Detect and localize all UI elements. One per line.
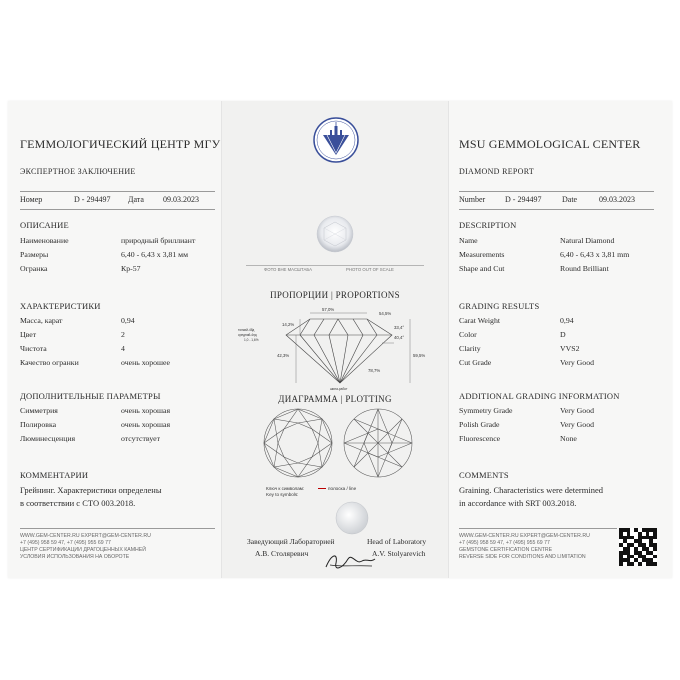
culet-note: шипа-работ: [330, 387, 348, 391]
comments-text: [20, 484, 215, 510]
kv-value: отсутствует: [121, 434, 161, 443]
left-subtitle: ЭКСПЕРТНОЕ ЗАКЛЮЧЕНИЕ: [20, 167, 136, 176]
plot-pavilion-view: [342, 407, 414, 479]
number-label: Number: [459, 195, 486, 204]
divider: [20, 191, 215, 192]
divider: [459, 209, 654, 210]
kv-value: 0,94: [560, 316, 574, 325]
comments-heading: КОММЕНТАРИИ: [20, 470, 89, 480]
kv-label: Наименование: [20, 236, 69, 245]
kv-row: [459, 434, 577, 443]
kv-label: Полировка: [20, 420, 57, 429]
kv-row: [20, 344, 125, 353]
lower-half: 78,7%: [368, 368, 381, 373]
right-title: MSU GEMMOLOGICAL CENTER: [459, 137, 641, 151]
number-label: Номер: [20, 195, 43, 204]
comments-line: Graining. Characteristics were determined: [459, 485, 603, 495]
kv-value: D: [560, 330, 566, 339]
middle-panel: [221, 101, 449, 578]
kv-label: Cut Grade: [459, 358, 492, 367]
signature-icon: [322, 549, 378, 573]
kv-value: Round Brilliant: [560, 264, 609, 273]
description-heading: ОПИСАНИЕ: [20, 220, 69, 230]
kv-label: Measurements: [459, 250, 505, 259]
number-value: D - 294497: [74, 195, 111, 204]
right-panel-english: [447, 101, 672, 578]
kv-label: Качество огранки: [20, 358, 79, 367]
additional-heading: ДОПОЛНИТЕЛЬНЫЕ ПАРАМЕТРЫ: [20, 391, 161, 401]
kv-row: [459, 250, 630, 259]
kv-label: Люминесценция: [20, 434, 76, 443]
crown-height: 14,2%: [282, 322, 295, 327]
kv-value: очень хорошая: [121, 406, 171, 415]
left-panel-russian: [8, 101, 221, 578]
kv-row: [20, 236, 196, 245]
total-depth: 59,5%: [413, 353, 426, 358]
kv-label: Color: [459, 330, 477, 339]
date-label: Дата: [128, 195, 144, 204]
kv-row: [20, 406, 171, 415]
date-value: 09.03.2023: [599, 195, 635, 204]
kv-label: Shape and Cut: [459, 264, 505, 273]
head-name-ru: А.В. Столяревич: [255, 549, 309, 558]
girdle-note: 1,0 - 1,6%: [244, 338, 259, 342]
kv-row: [459, 316, 574, 325]
description-heading: DESCRIPTION: [459, 220, 517, 230]
kv-value: 6,40 - 6,43 x 3,81 мм: [121, 250, 189, 259]
kv-label: Name: [459, 236, 478, 245]
kv-label: Масса, карат: [20, 316, 63, 325]
characteristics-heading: ХАРАКТЕРИСТИКИ: [20, 301, 101, 311]
kv-row: [459, 344, 580, 353]
left-footer: [20, 533, 151, 561]
kv-value: Кр-57: [121, 264, 141, 273]
kv-value: Very Good: [560, 358, 594, 367]
left-title: ГЕММОЛОГИЧЕСКИЙ ЦЕНТР МГУ: [20, 137, 221, 151]
footer-web: WWW.GEM-CENTER.RU EXPERT@GEM-CENTER.RU: [20, 533, 151, 539]
number-value: D - 294497: [505, 195, 542, 204]
kv-value: очень хорошая: [121, 420, 171, 429]
kv-row: [459, 358, 594, 367]
kv-label: Polish Grade: [459, 420, 500, 429]
kv-row: [20, 264, 141, 273]
kv-label: Размеры: [20, 250, 49, 259]
additional-heading: ADDITIONAL GRADING INFORMATION: [459, 391, 620, 401]
key-symbols-en: Key to symbols:: [266, 492, 299, 497]
kv-label: Carat Weight: [459, 316, 501, 325]
pavilion-angle: 40,4°: [394, 335, 405, 340]
key-item: полоска / line: [328, 486, 357, 491]
divider: [20, 528, 215, 529]
kv-row: [20, 330, 125, 339]
girdle-note: тонкий-4бд: [238, 328, 255, 332]
footer-line: REVERSE SIDE FOR CONDITIONS AND LIMITATION: [459, 554, 586, 560]
kv-row: [459, 236, 615, 245]
divider: [459, 528, 617, 529]
plot-crown-view: [262, 407, 334, 479]
head-name-en: A.V. Stolyarevich: [372, 549, 426, 558]
diamond-photo: [315, 214, 355, 254]
kv-value: природный бриллиант: [121, 236, 196, 245]
kv-value: 2: [121, 330, 125, 339]
proportions-heading: ПРОПОРЦИИ | PROPORTIONS: [270, 290, 400, 300]
kv-row: [20, 316, 135, 325]
kv-value: VVS2: [560, 344, 580, 353]
proportions-diagram: [234, 301, 439, 391]
kv-row: [20, 358, 170, 367]
kv-row: [459, 406, 594, 415]
kv-value: Natural Diamond: [560, 236, 615, 245]
footer-line: УСЛОВИЯ ИСПОЛЬЗОВАНИЯ НА ОБОРОТЕ: [20, 554, 130, 560]
date-label: Date: [562, 195, 578, 204]
kv-row: [20, 250, 189, 259]
date-value: 09.03.2023: [163, 195, 199, 204]
kv-value: 6,40 - 6,43 x 3,81 mm: [560, 250, 630, 259]
kv-value: None: [560, 434, 577, 443]
kv-row: [459, 264, 609, 273]
footer-line: GEMSTONE CERTIFICATION CENTRE: [459, 547, 553, 553]
right-footer: [459, 533, 590, 561]
kv-value: 0,94: [121, 316, 135, 325]
msu-emblem-icon: [313, 117, 359, 163]
kv-row: [20, 434, 161, 443]
comments-text: [459, 484, 654, 510]
footer-phone: +7 (495) 958 59 47, +7 (495) 955 69 77: [20, 540, 111, 546]
photo-caption-en: PHOTO OUT OF SCALE: [346, 267, 394, 272]
right-subtitle: DIAMOND REPORT: [459, 167, 535, 176]
comments-heading: COMMENTS: [459, 470, 509, 480]
kv-label: Чистота: [20, 344, 47, 353]
head-title-ru: Заведующий Лабораторией: [247, 537, 335, 546]
kv-value: очень хорошее: [121, 358, 170, 367]
photo-caption-ru: ФОТО ВНЕ МАСШТАБА: [264, 267, 312, 272]
divider: [459, 191, 654, 192]
table-percent: 57,0%: [322, 307, 335, 312]
kv-value: Very Good: [560, 406, 594, 415]
footer-phone: +7 (495) 958 59 47, +7 (495) 955 69 77: [459, 540, 550, 546]
crown-angle: 33,4°: [394, 325, 405, 330]
kv-label: Fluorescence: [459, 434, 501, 443]
pavilion-depth: 42,3%: [277, 353, 290, 358]
footer-line: ЦЕНТР СЕРТИФИКАЦИИ ДРАГОЦЕННЫХ КАМНЕЙ: [20, 547, 146, 553]
kv-value: 4: [121, 344, 125, 353]
kv-row: [459, 420, 594, 429]
photo-divider: [246, 265, 424, 266]
key-symbols-ru: Ключ к символам:: [266, 486, 305, 491]
kv-label: Симметрия: [20, 406, 58, 415]
girdle-note: средний-4пд: [238, 333, 257, 337]
diamond-report-certificate: [8, 101, 672, 578]
grading-heading: GRADING RESULTS: [459, 301, 540, 311]
kv-label: Цвет: [20, 330, 37, 339]
star-percent: 54,5%: [379, 311, 392, 316]
footer-web: WWW.GEM-CENTER.RU EXPERT@GEM-CENTER.RU: [459, 533, 590, 539]
key-line-symbol: [318, 488, 326, 489]
comments-line: в соответствии с СТО 003.2018.: [20, 498, 136, 508]
kv-row: [459, 330, 566, 339]
head-title-en: Head of Laboratory: [367, 537, 427, 546]
plotting-heading: ДИАГРАММА | PLOTTING: [278, 394, 392, 404]
kv-label: Symmetry Grade: [459, 406, 513, 415]
qr-code-icon[interactable]: [619, 528, 657, 566]
kv-row: [20, 420, 171, 429]
hologram-seal-icon: [335, 501, 369, 535]
kv-label: Clarity: [459, 344, 481, 353]
comments-line: Грейнинг. Характеристики определены: [20, 485, 162, 495]
kv-label: Огранка: [20, 264, 48, 273]
divider: [20, 209, 215, 210]
kv-value: Very Good: [560, 420, 594, 429]
comments-line: in accordance with SRT 003.2018.: [459, 498, 577, 508]
